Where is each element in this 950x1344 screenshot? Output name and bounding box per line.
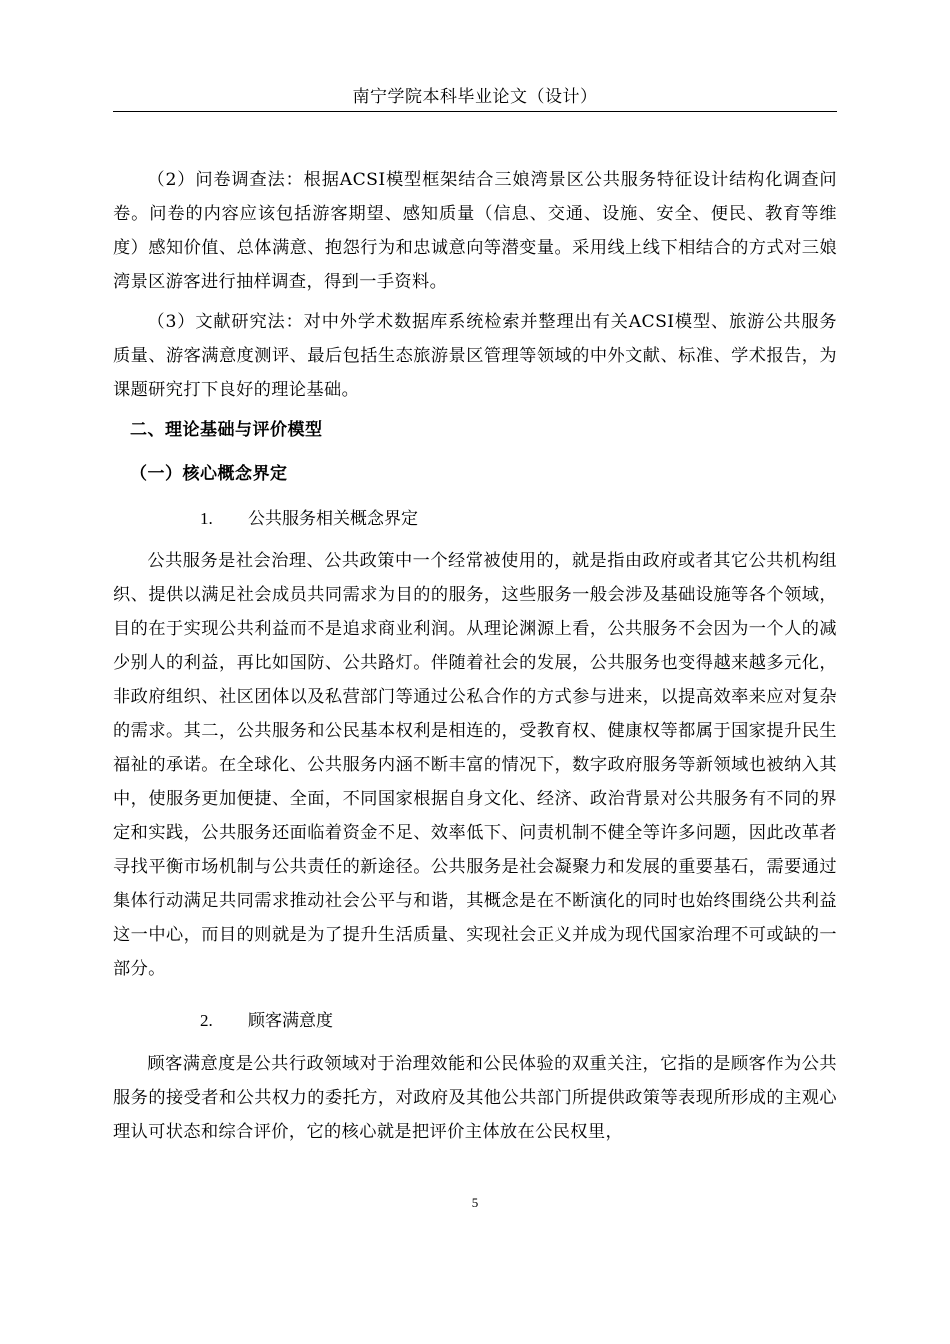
numbered-heading-1 [200,506,418,532]
paragraph-questionnaire-method: （2）问卷调查法：根据ACSI模型框架结合三娘湾景区公共服务特征设计结构化调查问卷。问卷的内容应该包括游客期望、感知质量（信息、交通、设施、安全、便民、教育等维度）感知价值、总体满意、抱怨行为和忠诚意向等潜变量。采用线上线下相结合的方式对三娘湾景区游客进行抽样调查，得到一手资料。 [113,170,837,292]
item-title: 顾客满意度 [248,1011,333,1031]
paragraph-public-service: 公共服务是社会治理、公共政策中一个经常被使用的，就是指由政府或者其它公共机构组织、提供以满足社会成员共同需求为目的的服务，这些服务一般会涉及基础设施等各个领域，目的在于实现公共利益而不是追求商业利润。从理论渊源上看，公共服务不会因为一个人的减少别人的利益，再比如国防、公共路灯。伴随着社会的发展，公共服务也变得越来越多元化，非政府组织、社区团体以及私营部门等通过公私合作的方式参与进来，以提高效率来应对复杂的需求。其二，公共服务和公民基本权利是相连的，受教育权、健康权等都属于国家提升民生福祉的承诺。在全球化、公共服务内涵不断丰富的情况下，数字政府服务等新领域也被纳入其中，使服务更加便捷、全面，不同国家根据自身文化、经济、政治背景对公共服务有不同的界定和实践，公共服务还面临着资金不足、效率低下、问责机制不健全等许多问题，因此改革者寻找平衡市场机制与公共责任的新途径。公共服务是社会凝聚力和发展的重要基石，需要通过集体行动满足共同需求推动社会公平与和谐，其概念是在不断演化的同时也始终围绕公共利益这一中心，而目的则就是为了提升生活质量、实现社会正义并成为现代国家治理不可或缺的一部分。 [113,551,837,979]
subsection-heading: （一）核心概念界定 [130,464,288,484]
item-title: 公共服务相关概念界定 [248,509,418,529]
page-number: 5 [471,1195,479,1210]
item-number: 1. [200,509,213,528]
header-rule [113,111,837,112]
section-heading: 二、理论基础与评价模型 [130,420,323,440]
item-number: 2. [200,1011,213,1030]
page-header: 南宁学院本科毕业论文（设计） [352,87,598,107]
paragraph-literature-method: （3）文献研究法：对中外学术数据库系统检索并整理出有关ACSI模型、旅游公共服务质量、游客满意度测评、最后包括生态旅游景区管理等领域的中外文献、标准、学术报告，为课题研究打下良好的理论基础。 [113,312,837,400]
paragraph-customer-satisfaction: 顾客满意度是公共行政领域对于治理效能和公民体验的双重关注，它指的是顾客作为公共服务的接受者和公共权力的委托方，对政府及其他公共部门所提供政策等表现所形成的主观心理认可状态和综合评价，它的核心就是把评价主体放在公民权里， [113,1054,837,1142]
numbered-heading-2 [200,1008,333,1034]
